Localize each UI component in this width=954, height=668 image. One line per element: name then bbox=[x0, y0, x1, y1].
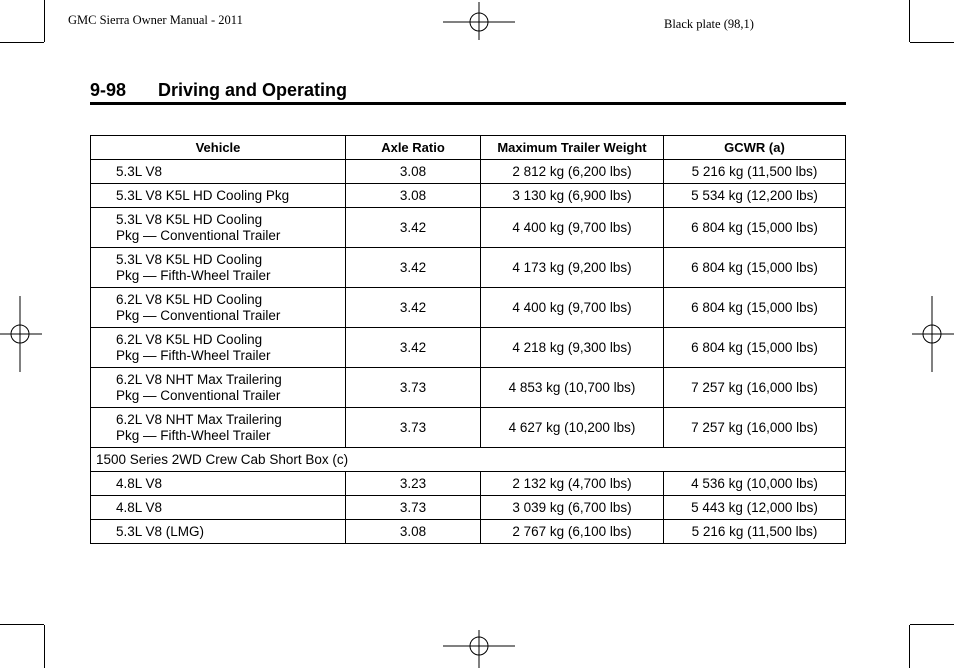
table-header-row bbox=[91, 136, 846, 160]
vehicle-text-line-2: Pkg — Fifth-Wheel Trailer bbox=[116, 267, 271, 283]
vehicle-text: 5.3L V8 (LMG) bbox=[116, 523, 205, 539]
max-trailer-weight-cell: 4 853 kg (10,700 lbs) bbox=[481, 368, 664, 408]
max-trailer-weight-cell: 2 767 kg (6,100 lbs) bbox=[481, 520, 664, 544]
axle-ratio-cell: 3.08 bbox=[346, 160, 481, 184]
axle-ratio-cell: 3.08 bbox=[346, 184, 481, 208]
axle-ratio-cell: 3.73 bbox=[346, 496, 481, 520]
registration-mark-right bbox=[912, 296, 954, 372]
crop-mark bbox=[44, 625, 45, 668]
vehicle-cell bbox=[91, 248, 346, 288]
table-row bbox=[91, 248, 846, 288]
vehicle-cell bbox=[91, 408, 346, 448]
max-trailer-weight-cell: 2 132 kg (4,700 lbs) bbox=[481, 472, 664, 496]
vehicle-text-line-2: Pkg — Fifth-Wheel Trailer bbox=[116, 427, 271, 443]
max-trailer-weight-cell: 2 812 kg (6,200 lbs) bbox=[481, 160, 664, 184]
column-header-max-trailer-weight: Maximum Trailer Weight bbox=[481, 136, 664, 160]
gcwr-cell: 7 257 kg (16,000 lbs) bbox=[664, 408, 846, 448]
table-row bbox=[91, 160, 846, 184]
vehicle-text: 4.8L V8 bbox=[116, 475, 163, 491]
max-trailer-weight-cell: 3 039 kg (6,700 lbs) bbox=[481, 496, 664, 520]
gcwr-cell: 5 216 kg (11,500 lbs) bbox=[664, 160, 846, 184]
vehicle-text-line-1: 6.2L V8 NHT Max Trailering bbox=[116, 371, 282, 387]
vehicle-text: 5.3L V8 K5L HD Cooling Pkg bbox=[116, 187, 290, 203]
vehicle-text-line-2: Pkg — Conventional Trailer bbox=[116, 387, 281, 403]
axle-ratio-cell: 3.73 bbox=[346, 408, 481, 448]
vehicle-text-line-1: 5.3L V8 K5L HD Cooling bbox=[116, 211, 263, 227]
max-trailer-weight-cell: 4 627 kg (10,200 lbs) bbox=[481, 408, 664, 448]
vehicle-text-line-1: 6.2L V8 NHT Max Trailering bbox=[116, 411, 282, 427]
column-header-axle-ratio: Axle Ratio bbox=[346, 136, 481, 160]
gcwr-cell: 5 216 kg (11,500 lbs) bbox=[664, 520, 846, 544]
gcwr-cell: 6 804 kg (15,000 lbs) bbox=[664, 328, 846, 368]
section-title: Driving and Operating bbox=[158, 80, 348, 100]
axle-ratio-cell: 3.23 bbox=[346, 472, 481, 496]
section-heading bbox=[90, 80, 846, 101]
vehicle-text-line-2: Pkg — Fifth-Wheel Trailer bbox=[116, 347, 271, 363]
column-header-vehicle: Vehicle bbox=[91, 136, 346, 160]
max-trailer-weight-cell: 3 130 kg (6,900 lbs) bbox=[481, 184, 664, 208]
manual-title: GMC Sierra Owner Manual - 2011 bbox=[68, 13, 243, 27]
crop-mark bbox=[910, 624, 954, 625]
page-number: 9-98 bbox=[90, 80, 127, 100]
axle-ratio-cell: 3.42 bbox=[346, 328, 481, 368]
crop-mark bbox=[0, 42, 44, 43]
vehicle-text-line-2: Pkg — Conventional Trailer bbox=[116, 307, 281, 323]
table-row bbox=[91, 520, 846, 544]
vehicle-text-line-1: 5.3L V8 K5L HD Cooling bbox=[116, 251, 263, 267]
table-row bbox=[91, 408, 846, 448]
vehicle-cell bbox=[91, 472, 346, 496]
crop-mark bbox=[909, 0, 910, 42]
max-trailer-weight-cell: 4 400 kg (9,700 lbs) bbox=[481, 288, 664, 328]
axle-ratio-cell: 3.73 bbox=[346, 368, 481, 408]
axle-ratio-cell: 3.08 bbox=[346, 520, 481, 544]
registration-mark-bottom bbox=[443, 630, 515, 668]
crop-mark bbox=[44, 0, 45, 42]
vehicle-text: 5.3L V8 bbox=[116, 163, 163, 179]
vehicle-cell bbox=[91, 160, 346, 184]
table-row bbox=[91, 328, 846, 368]
crop-mark bbox=[910, 42, 954, 43]
vehicle-text-line-1: 6.2L V8 K5L HD Cooling bbox=[116, 331, 263, 347]
gcwr-cell: 6 804 kg (15,000 lbs) bbox=[664, 248, 846, 288]
gcwr-cell: 4 536 kg (10,000 lbs) bbox=[664, 472, 846, 496]
gcwr-cell: 6 804 kg (15,000 lbs) bbox=[664, 208, 846, 248]
max-trailer-weight-cell: 4 218 kg (9,300 lbs) bbox=[481, 328, 664, 368]
column-header-gcwr: GCWR (a) bbox=[664, 136, 846, 160]
table-row bbox=[91, 472, 846, 496]
table-row bbox=[91, 368, 846, 408]
crop-mark bbox=[909, 625, 910, 668]
axle-ratio-cell: 3.42 bbox=[346, 288, 481, 328]
vehicle-text-line-1: 6.2L V8 K5L HD Cooling bbox=[116, 291, 263, 307]
vehicle-cell bbox=[91, 288, 346, 328]
axle-ratio-cell: 3.42 bbox=[346, 208, 481, 248]
heading-rule bbox=[90, 102, 846, 105]
gcwr-cell: 7 257 kg (16,000 lbs) bbox=[664, 368, 846, 408]
table-group-row bbox=[91, 448, 846, 472]
gcwr-cell: 5 534 kg (12,200 lbs) bbox=[664, 184, 846, 208]
max-trailer-weight-cell: 4 400 kg (9,700 lbs) bbox=[481, 208, 664, 248]
table-row bbox=[91, 208, 846, 248]
vehicle-text-line-2: Pkg — Conventional Trailer bbox=[116, 227, 281, 243]
max-trailer-weight-cell: 4 173 kg (9,200 lbs) bbox=[481, 248, 664, 288]
table-row bbox=[91, 288, 846, 328]
vehicle-cell bbox=[91, 184, 346, 208]
vehicle-cell bbox=[91, 496, 346, 520]
table-row bbox=[91, 184, 846, 208]
vehicle-cell bbox=[91, 328, 346, 368]
plate-label: Black plate (98,1) bbox=[664, 17, 754, 31]
group-label: 1500 Series 2WD Crew Cab Short Box (c) bbox=[91, 448, 846, 472]
vehicle-cell bbox=[91, 208, 346, 248]
registration-mark-top bbox=[443, 2, 515, 40]
vehicle-text: 4.8L V8 bbox=[116, 499, 163, 515]
axle-ratio-cell: 3.42 bbox=[346, 248, 481, 288]
crop-mark bbox=[0, 624, 44, 625]
gcwr-cell: 5 443 kg (12,000 lbs) bbox=[664, 496, 846, 520]
gcwr-cell: 6 804 kg (15,000 lbs) bbox=[664, 288, 846, 328]
vehicle-cell bbox=[91, 520, 346, 544]
trailer-weight-table bbox=[90, 135, 846, 544]
table-row bbox=[91, 496, 846, 520]
registration-mark-left bbox=[0, 296, 42, 372]
vehicle-cell bbox=[91, 368, 346, 408]
